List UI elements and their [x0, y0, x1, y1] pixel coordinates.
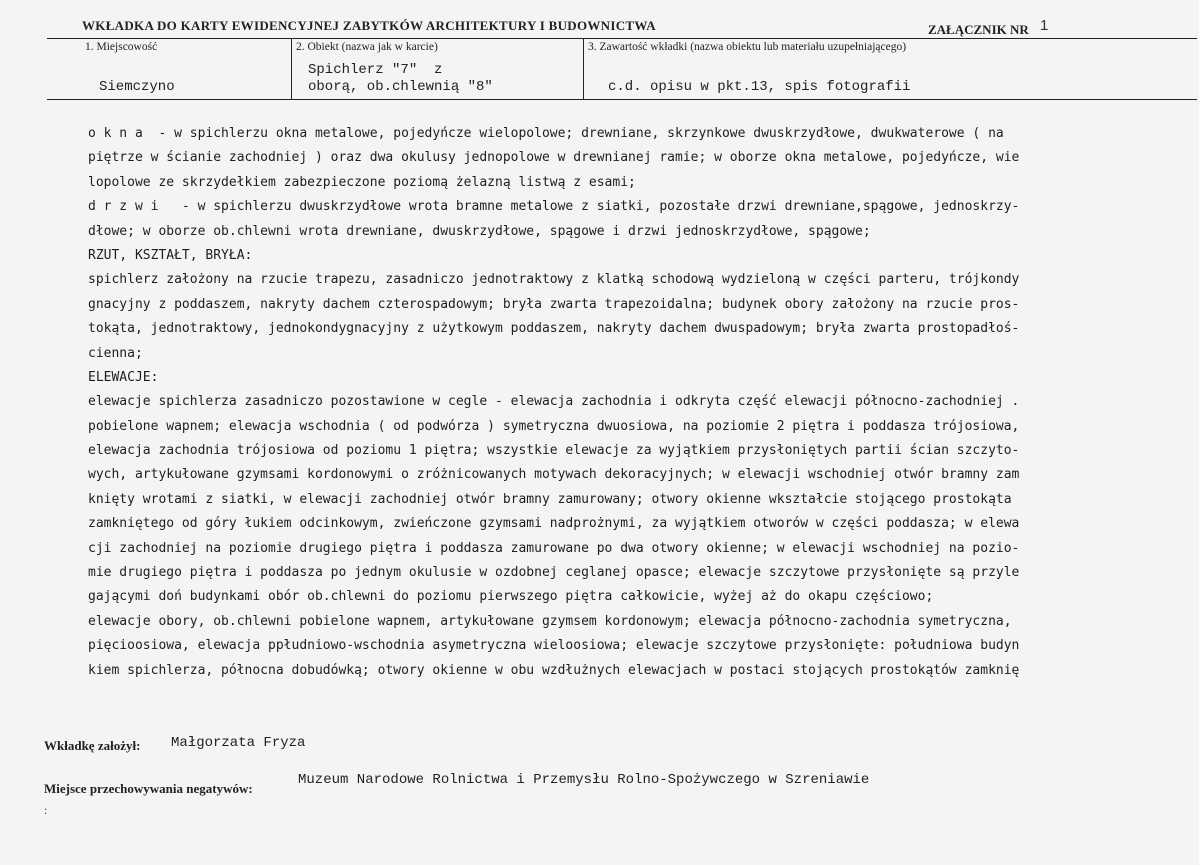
annex-number: 1	[1040, 17, 1049, 34]
negatives-storage-value: Muzeum Narodowe Rolnictwa i Przemysłu Rolno-Spożywczego w Szreniawie	[298, 772, 870, 788]
author-label: Wkładkę założył:	[44, 738, 141, 753]
text-line: ELEWACJE:	[88, 369, 159, 385]
text-line: elewacje obory, ob.chlewni pobielone wapnem, artykułowane gzymsem kordonowym; elewacja północno-zachodnia symetryczna,	[88, 613, 1012, 629]
text-line: gającymi doń budynkami obór ob.chlewni do poziomu pierwszego piętra całkowicie, wyżej aż do okapu częściowo;	[88, 589, 934, 605]
text-line: piętrze w ścianie zachodniej ) oraz dwa okulusy jednopolowe w drewnianej ramie; w oborze okna metalowe, pojedyńcze, wie	[88, 150, 1020, 166]
text-line: lopolowe ze skrzydełkiem zabezpieczone poziomą żelazną listwą z esami;	[88, 174, 636, 190]
text-line: pięcioosiowa, elewacja ppłudniowo-wschodnia asymetryczna wieloosiowa; elewacje szczytowe przysłonięte: południowa budyn	[88, 638, 1020, 654]
object-cell	[291, 39, 583, 99]
form-header-table	[47, 38, 1197, 100]
insert-content-label: 3. Zawartość wkładki (nazwa obiektu lub materiału uzupełniającego)	[588, 41, 907, 53]
locality-value: Siemczyno	[99, 79, 175, 95]
insert-content-value: c.d. opisu w pkt.13, spis fotografii	[608, 79, 911, 95]
annex-label: ZAŁĄCZNIK NR	[928, 22, 1029, 37]
insert-content-cell	[583, 39, 1197, 99]
text-line: RZUT, KSZTAŁT, BRYŁA:	[88, 247, 253, 263]
author-value: Małgorzata Fryza	[171, 735, 306, 751]
text-line: wych, artykułowane gzymsami kordonowymi o zróżnicowanych motywach dekoracyjnych; w elewacji wschodniej otwór bramny zam	[88, 467, 1020, 483]
text-line: knięty wrotami z siatki, w elewacji zachodniej otwór bramny zamurowany; otwory okienne wkształcie stojącego prostokąta	[88, 491, 1012, 507]
author-row	[44, 735, 306, 755]
stray-mark: :	[44, 803, 48, 817]
text-line: kiem spichlerza, północna dobudówką; otwory okienne w obu wzdłużnych elewacjach w postaci stojących prostokątów zamknię	[88, 662, 1020, 678]
text-line: d r z w i - w spichlerzu dwuskrzydłowe wrota bramne metalowe z siatki, pozostałe drzwi drewniane,spągowe, jednoskrzy-	[88, 199, 1020, 215]
text-line: zamkniętego od góry łukiem odcinkowym, zwieńczone gzymsami nadprożnymi, za wyjątkiem otworów w części poddasza; w elewa	[88, 516, 1020, 532]
text-line: dłowe; w oborze ob.chlewni wrota drewniane, dwuskrzydłowe, spągowe i drzwi jednoskrzydłowe, spągowe;	[88, 223, 871, 239]
text-line: cji zachodniej na poziomie drugiego piętra i poddasza zamurowane po dwa otwory okienne; w elewacji wschodniej na pozio-	[88, 540, 1020, 556]
negatives-storage-label: Miejsce przechowywania negatywów:	[44, 781, 253, 796]
text-line: gnacyjny z poddaszem, nakryty dachem czterospadowym; bryła zwarta trapezoidalna; budynek obory założony na rzucie pros-	[88, 296, 1020, 312]
text-line: mie drugiego piętra i poddasza po jednym okulusie w ozdobnej ceglanej opasce; elewacje szczytowe przysłonięte są przyle	[88, 565, 1020, 581]
text-line: pobielone wapnem; elewacja wschodnia ( od podwórza ) symetryczna dwuosiowa, na poziomie 2 piętra i poddasza trójosiowa,	[88, 418, 1020, 434]
text-line: elewacje spichlerza zasadniczo pozostawione w cegle - elewacja zachodnia i odkryta część elewacji północno-zachodniej .	[88, 394, 1020, 410]
text-line: cienna;	[88, 345, 143, 361]
text-line: spichlerz założony na rzucie trapezu, zasadniczo jednotraktowy z klatką schodową wydzieloną w części parteru, trójkondy	[88, 272, 1020, 288]
locality-label: 1. Miejscowość	[85, 41, 158, 53]
text-line: tokąta, jednotraktowy, jednokondygnacyjny z użytkowym poddaszem, nakryty dachem dwuspadowym; bryła zwarta prostopadłoś-	[88, 321, 1020, 337]
locality-cell	[47, 39, 291, 99]
object-value: Spichlerz "7" z oborą, ob.chlewnią "8"	[308, 62, 493, 95]
text-line: elewacja zachodnia trójosiowa od poziomu 1 piętra; wszystkie elewacje za wyjątkiem przysłoniętych partii ścian szczyto-	[88, 443, 1020, 459]
negatives-storage-row	[44, 772, 870, 798]
object-label: 2. Obiekt (nazwa jak w karcie)	[296, 41, 438, 53]
document-title: WKŁADKA DO KARTY EWIDENCYJNEJ ZABYTKÓW ARCHITEKTURY I BUDOWNICTWA	[82, 18, 656, 33]
text-line: o k n a - w spichlerzu okna metalowe, pojedyńcze wielopolowe; drewniane, skrzynkowe dwuskrzydłowe, dwukwaterowe ( na	[88, 126, 1004, 141]
description-body	[88, 122, 1198, 683]
